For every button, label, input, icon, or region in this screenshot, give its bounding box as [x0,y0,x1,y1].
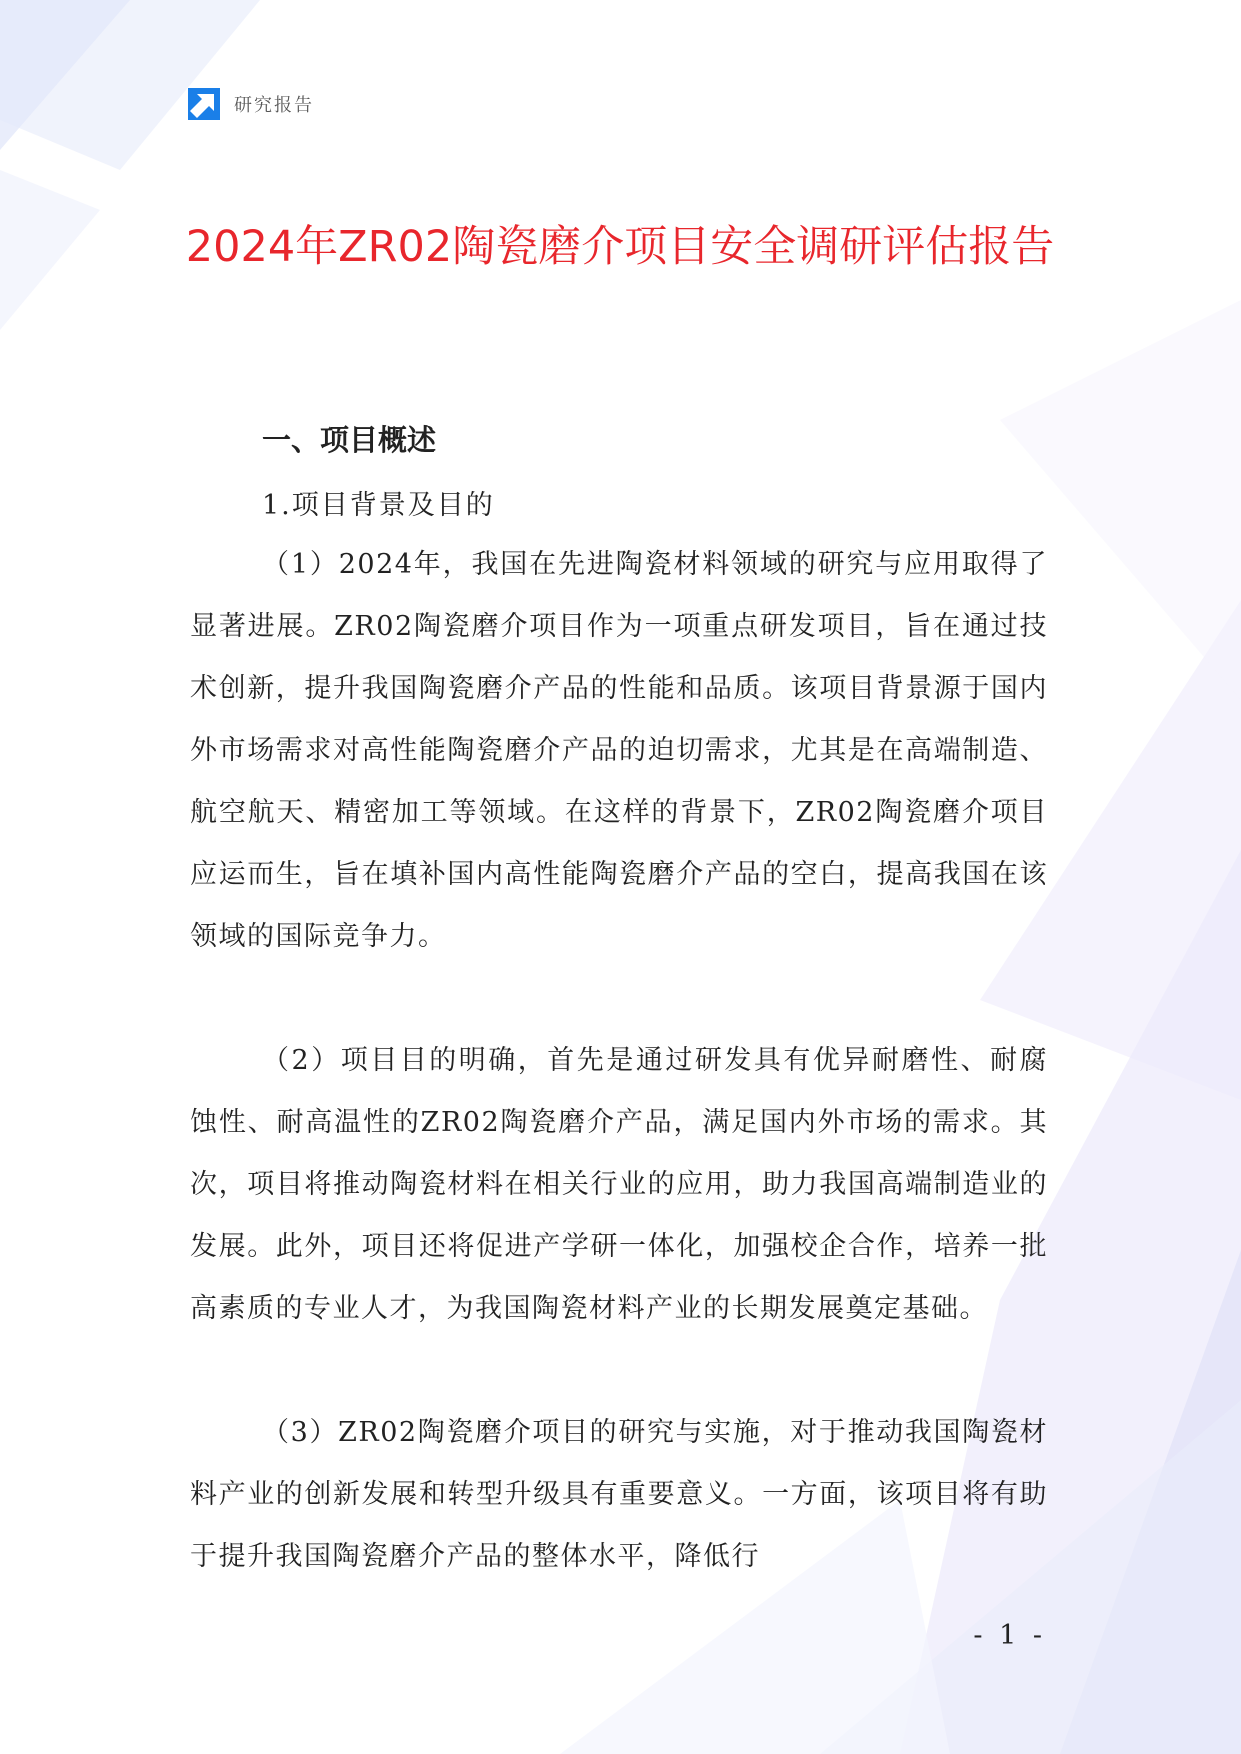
section-heading: 一、项目概述 [262,423,437,457]
document-title: 2024年ZR02陶瓷磨介项目安全调研评估报告 [185,222,1055,272]
paragraph-3: （3）ZR02陶瓷磨介项目的研究与实施，对于推动我国陶瓷材料产业的创新发展和转型升级具有重要意义。一方面，该项目将有助于提升我国陶瓷磨介产品的整体水平，降低行 [190,1417,1048,1572]
page-number: - 1 - [973,1620,1046,1651]
brand-label: 研究报告 [234,95,314,116]
arrow-up-right-icon [188,88,220,120]
paragraph-1: （1）2024年，我国在先进陶瓷材料领域的研究与应用取得了显著进展。ZR02陶瓷磨介项目作为一项重点研发项目，旨在通过技术创新，提升我国陶瓷磨介产品的性能和品质。该项目背景源于国内外市场需求对高性能陶瓷磨介产品的迫切需求，尤其是在高端制造、航空航天、精密加工等领域。在这样的背景下，ZR02陶瓷磨介项目应运而生，旨在填补国内高性能陶瓷磨介产品的空白，提高我国在该领域的国际竞争力。 [190,549,1048,952]
subsection-heading: 1.项目背景及目的 [262,490,495,521]
brand-header [188,88,314,120]
paragraph-2: （2）项目目的明确，首先是通过研发具有优异耐磨性、耐腐蚀性、耐高温性的ZR02陶瓷磨介产品，满足国内外市场的需求。其次，项目将推动陶瓷材料在相关行业的应用，助力我国高端制造业的发展。此外，项目还将促进产学研一体化，加强校企合作，培养一批高素质的专业人才，为我国陶瓷材料产业的长期发展奠定基础。 [190,1045,1048,1324]
